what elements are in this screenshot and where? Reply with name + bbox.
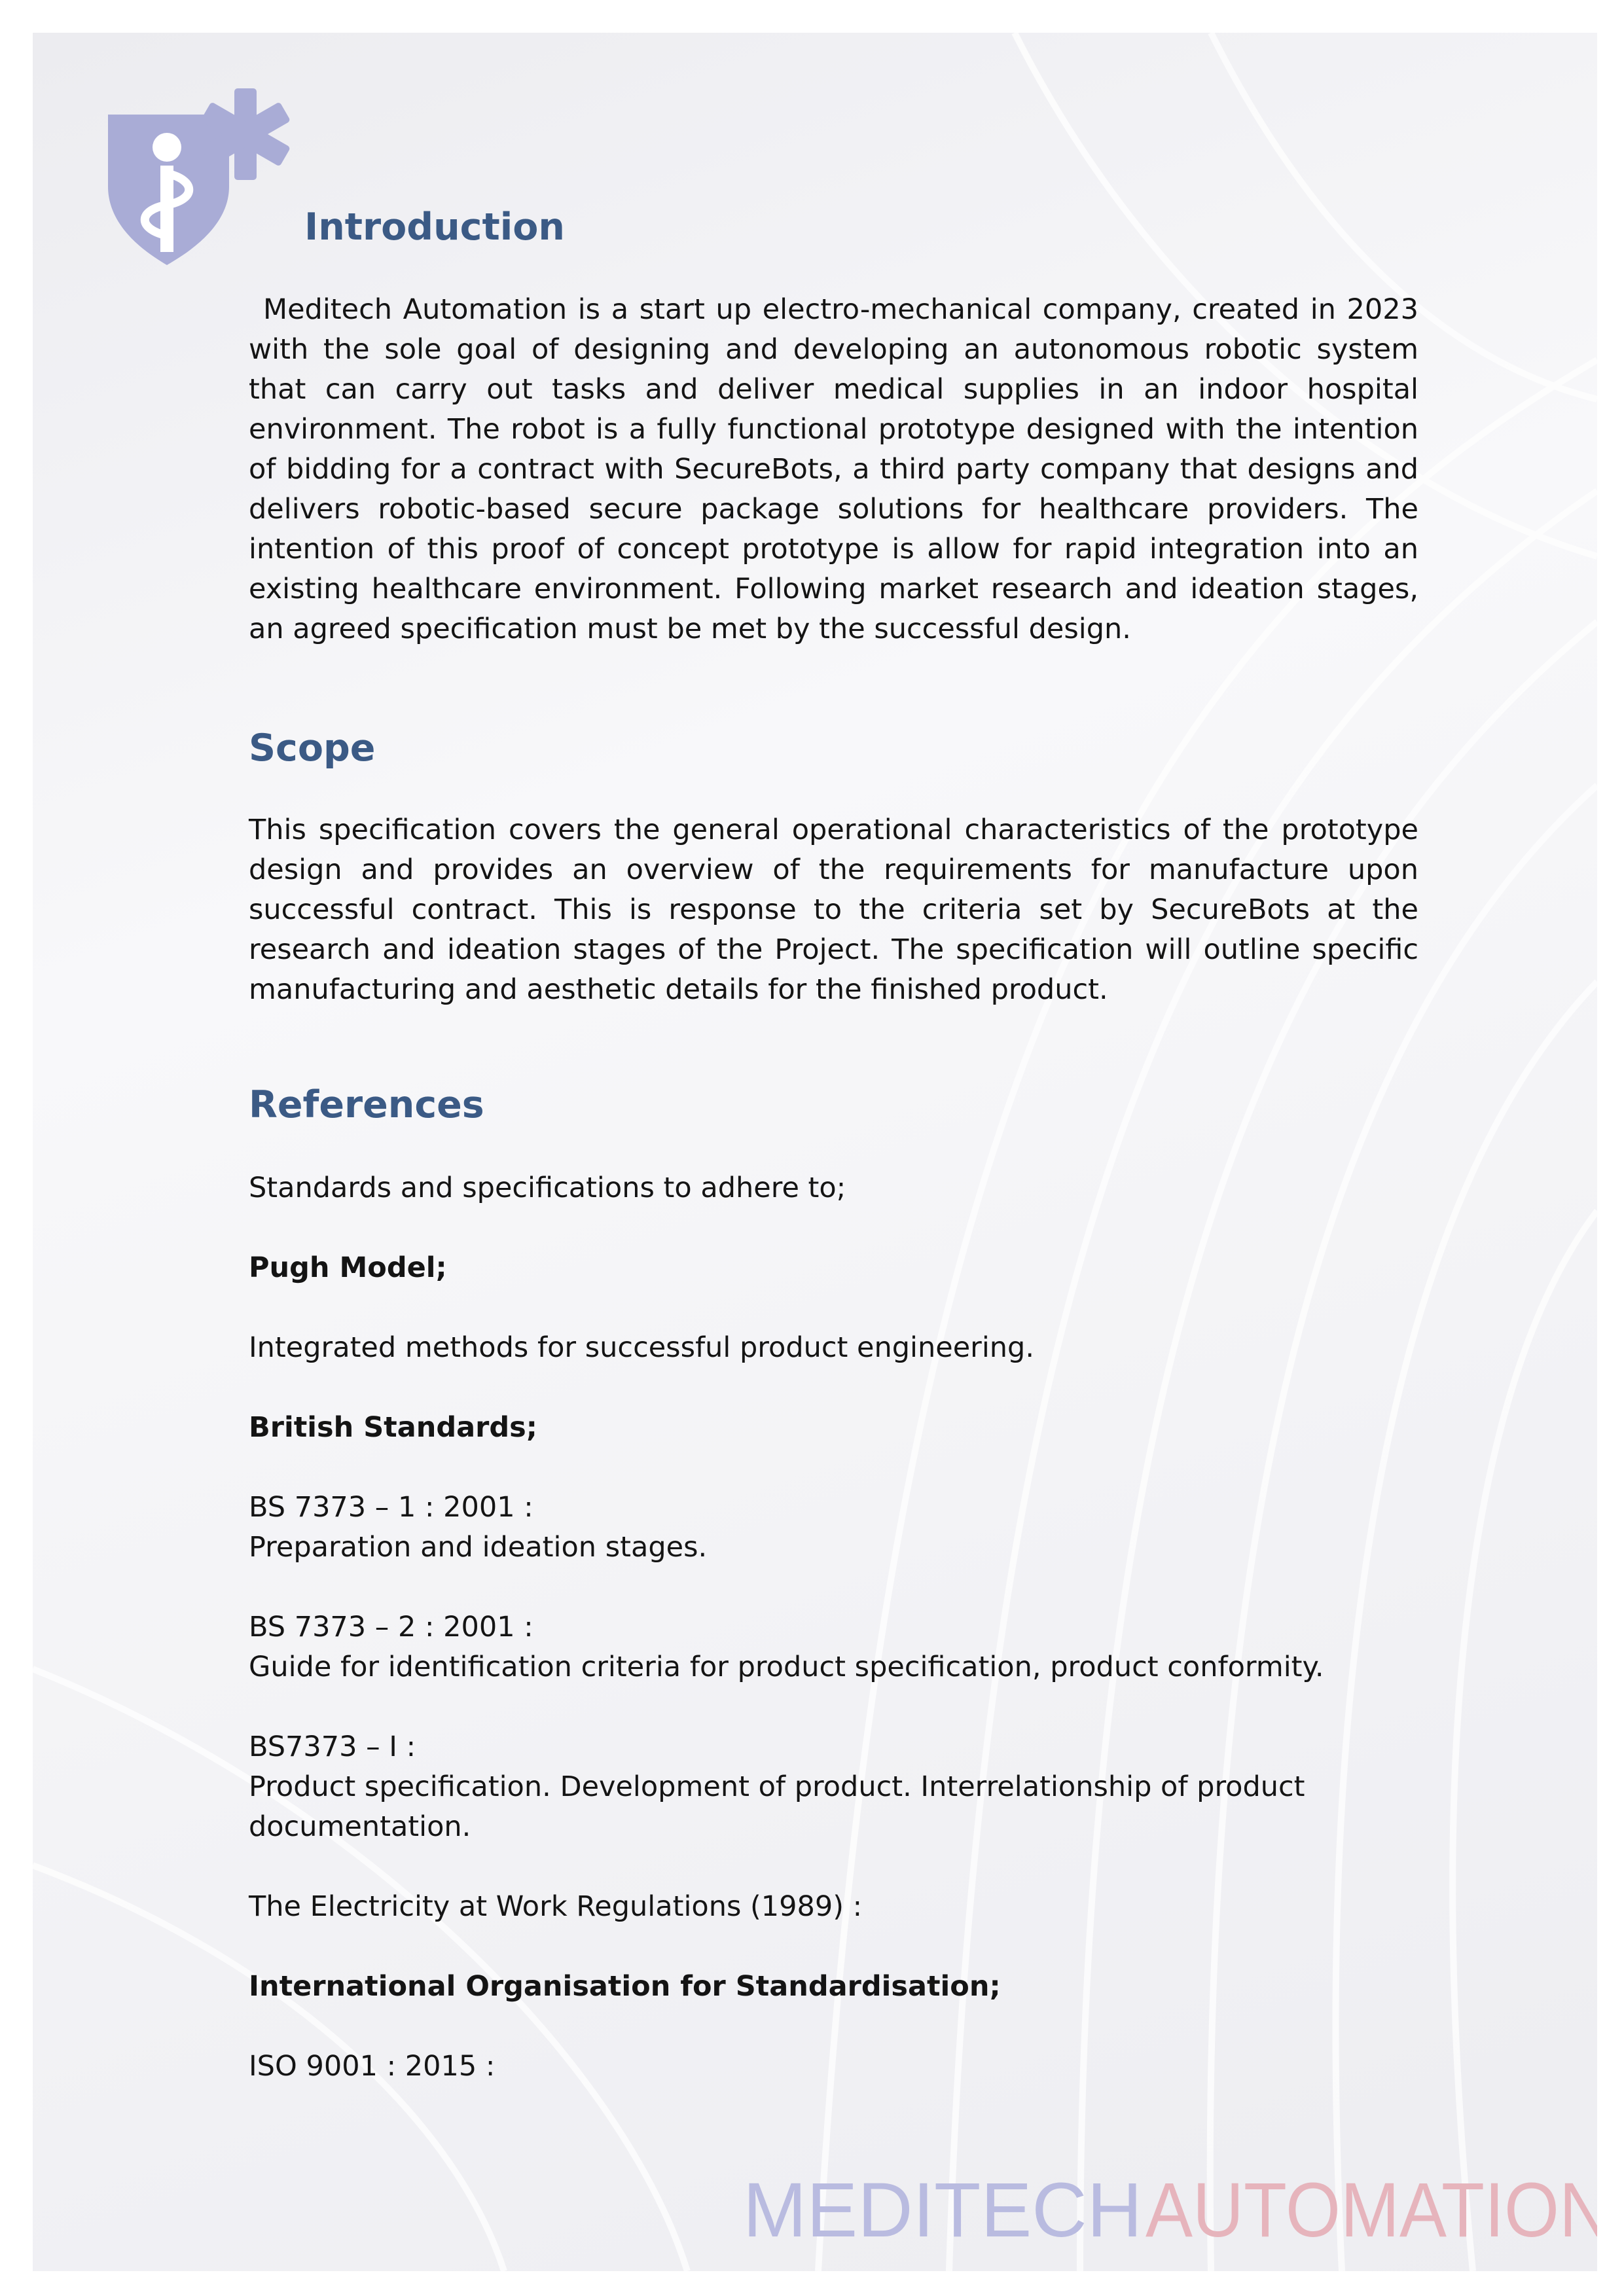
introduction-heading: Introduction: [304, 206, 565, 249]
pugh-model-title: Pugh Model;: [249, 1251, 447, 1284]
bs-7373-i-description-line1: Product specification. Development of product. Interrelationship of product: [249, 1770, 1305, 1803]
electricity-regulations: The Electricity at Work Regulations (1989) :: [249, 1890, 863, 1923]
scope-paragraph: This specification covers the general operational characteristics of the prototype design and provides an overview of the requirements for manufacture upon successful contract. This is response to the criteria set by SecureBots at the research and ideation stages of the Project. The specification will outline specific manufacturing and aesthetic details for the finished product.: [249, 814, 1418, 1006]
bs-7373-2-description: Guide for identification criteria for product specification, product conformity.: [249, 1651, 1324, 1683]
bs-7373-2-code: BS 7373 – 2 : 2001 :: [249, 1611, 533, 1643]
iso-9001-code: ISO 9001 : 2015 :: [249, 2050, 496, 2083]
british-standards-title: British Standards;: [249, 1411, 537, 1444]
pugh-model-description: Integrated methods for successful product engineering.: [249, 1331, 1034, 1364]
references-intro: Standards and specifications to adhere to;: [249, 1172, 846, 1204]
brand-meditech-text: MEDITECH: [743, 2167, 1142, 2253]
scope-heading: Scope: [249, 726, 376, 770]
medical-shield-logo-icon: [105, 88, 295, 272]
bs-7373-1-description: Preparation and ideation stages.: [249, 1531, 708, 1564]
references-heading: References: [249, 1083, 484, 1126]
bs-7373-i-code: BS7373 – I :: [249, 1731, 416, 1763]
introduction-paragraph: Meditech Automation is a start up electro-mechanical company, created in 2023 with the sole goal of designing and developing an autonomous robotic system that can carry out tasks and deliver medical supplies in an indoor hospital environment. The robot is a fully functional prototype designed with the intention of bidding for a contract with SecureBots, a third party company that designs and delivers robotic-based secure package solutions for healthcare providers. The intention of this proof of concept prototype is allow for rapid integration into an existing healthcare environment. Following market research and ideation stages, an agreed specification must be met by the successful design.: [249, 293, 1418, 645]
page-sheet: [33, 33, 1610, 2271]
brand-automation-text: AUTOMATION: [1146, 2167, 1610, 2253]
bs-7373-i-description-line2: documentation.: [249, 1810, 471, 1843]
footer-brand-wordmark: [743, 2163, 1610, 2255]
bs-7373-1-code: BS 7373 – 1 : 2001 :: [249, 1491, 533, 1524]
iso-title: International Organisation for Standardisation;: [249, 1970, 1001, 2003]
